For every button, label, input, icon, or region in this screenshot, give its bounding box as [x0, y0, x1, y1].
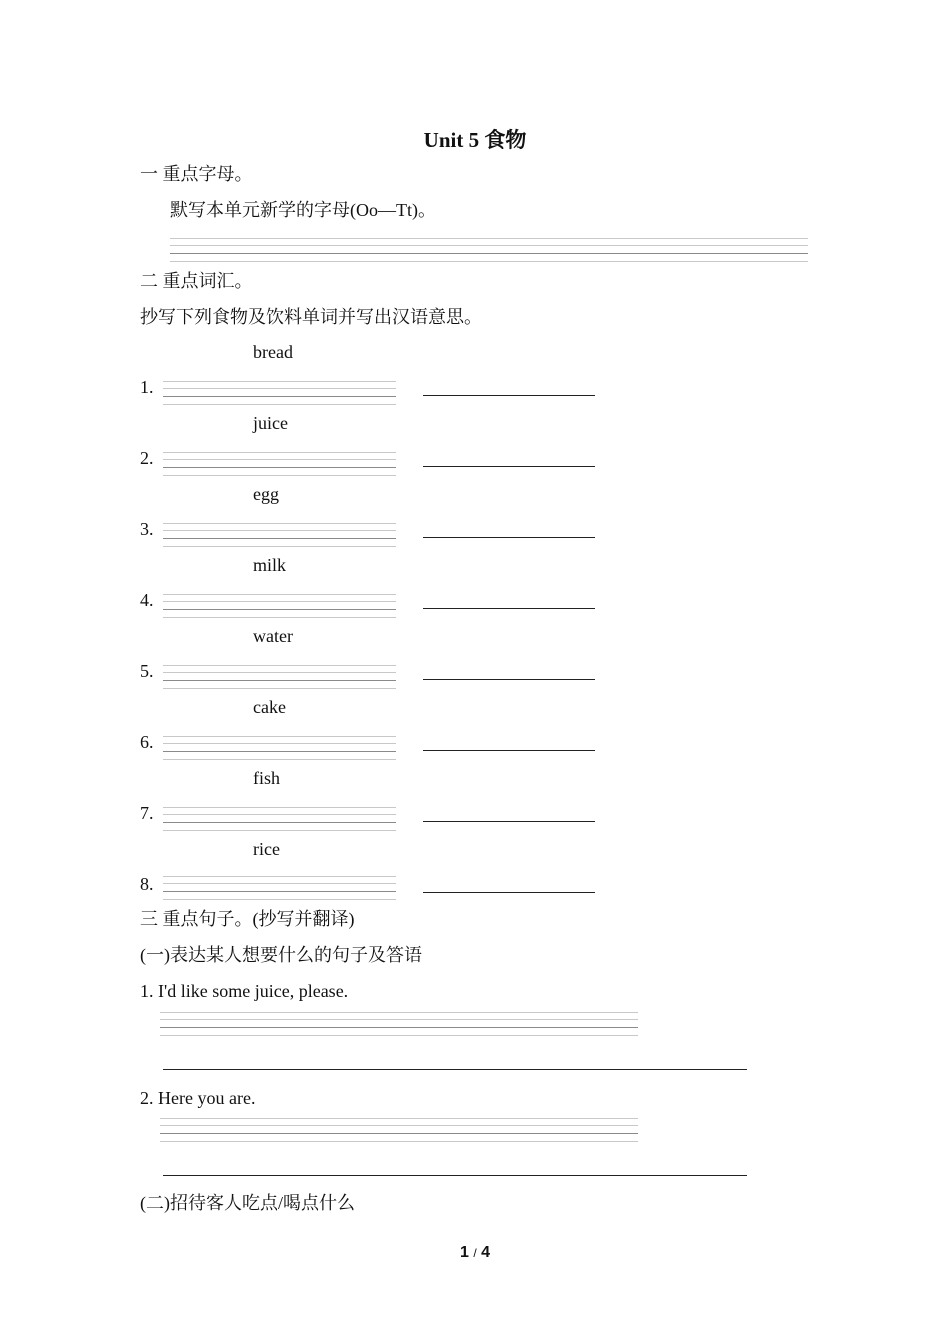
meaning-answer-line[interactable]	[423, 821, 595, 822]
meaning-answer-line[interactable]	[423, 679, 595, 680]
section2-heading: 二 重点词汇。	[140, 271, 253, 291]
page-number	[0, 1244, 950, 1262]
vocab-word: cake	[253, 697, 286, 717]
vocab-copy-grid[interactable]	[163, 807, 396, 831]
meaning-answer-line[interactable]	[423, 395, 595, 396]
vocab-word: bread	[253, 342, 293, 362]
meaning-answer-line[interactable]	[423, 892, 595, 893]
vocab-word: egg	[253, 484, 279, 504]
translation-answer-line[interactable]	[163, 1069, 747, 1070]
vocab-word: water	[253, 626, 293, 646]
vocab-number: 7.	[140, 803, 154, 823]
vocab-word: milk	[253, 555, 287, 575]
vocab-word: rice	[253, 839, 280, 859]
page-total: 4	[481, 1244, 491, 1261]
meaning-answer-line[interactable]	[423, 608, 595, 609]
section2-instruction: 抄写下列食物及饮料单词并写出汉语意思。	[140, 307, 482, 327]
vocab-copy-grid[interactable]	[163, 876, 396, 900]
vocab-copy-grid[interactable]	[163, 381, 396, 405]
vocab-copy-grid[interactable]	[163, 594, 396, 618]
meaning-answer-line[interactable]	[423, 537, 595, 538]
vocab-number: 5.	[140, 661, 154, 681]
letters-writing-grid[interactable]	[170, 238, 808, 262]
vocab-word: juice	[253, 413, 288, 433]
vocab-number: 4.	[140, 590, 154, 610]
vocab-word: fish	[253, 768, 280, 788]
section3-sub1: (一)表达某人想要什么的句子及答语	[140, 945, 422, 965]
sentence-copy-grid[interactable]	[160, 1012, 638, 1036]
vocab-copy-grid[interactable]	[163, 452, 396, 476]
section3-heading: 三 重点句子。(抄写并翻译)	[140, 909, 355, 929]
sentence-copy-grid[interactable]	[160, 1118, 638, 1142]
page-separator: /	[473, 1246, 477, 1260]
section1-heading: 一 重点字母。	[140, 164, 253, 184]
meaning-answer-line[interactable]	[423, 466, 595, 467]
meaning-answer-line[interactable]	[423, 750, 595, 751]
vocab-number: 8.	[140, 874, 154, 894]
sentence-1: 1. I'd like some juice, please.	[140, 981, 349, 1001]
vocab-number: 6.	[140, 732, 154, 752]
vocab-number: 2.	[140, 448, 154, 468]
page-current: 1	[459, 1244, 469, 1261]
translation-answer-line[interactable]	[163, 1175, 747, 1176]
sentence-2: 2. Here you are.	[140, 1088, 256, 1108]
section3-sub2: (二)招待客人吃点/喝点什么	[140, 1193, 355, 1213]
section1-instruction: 默写本单元新学的字母(Oo—Tt)。	[170, 200, 436, 220]
vocab-copy-grid[interactable]	[163, 736, 396, 760]
vocab-number: 3.	[140, 519, 154, 539]
vocab-copy-grid[interactable]	[163, 665, 396, 689]
vocab-copy-grid[interactable]	[163, 523, 396, 547]
page-title: Unit 5 食物	[423, 128, 527, 152]
vocab-number: 1.	[140, 377, 154, 397]
